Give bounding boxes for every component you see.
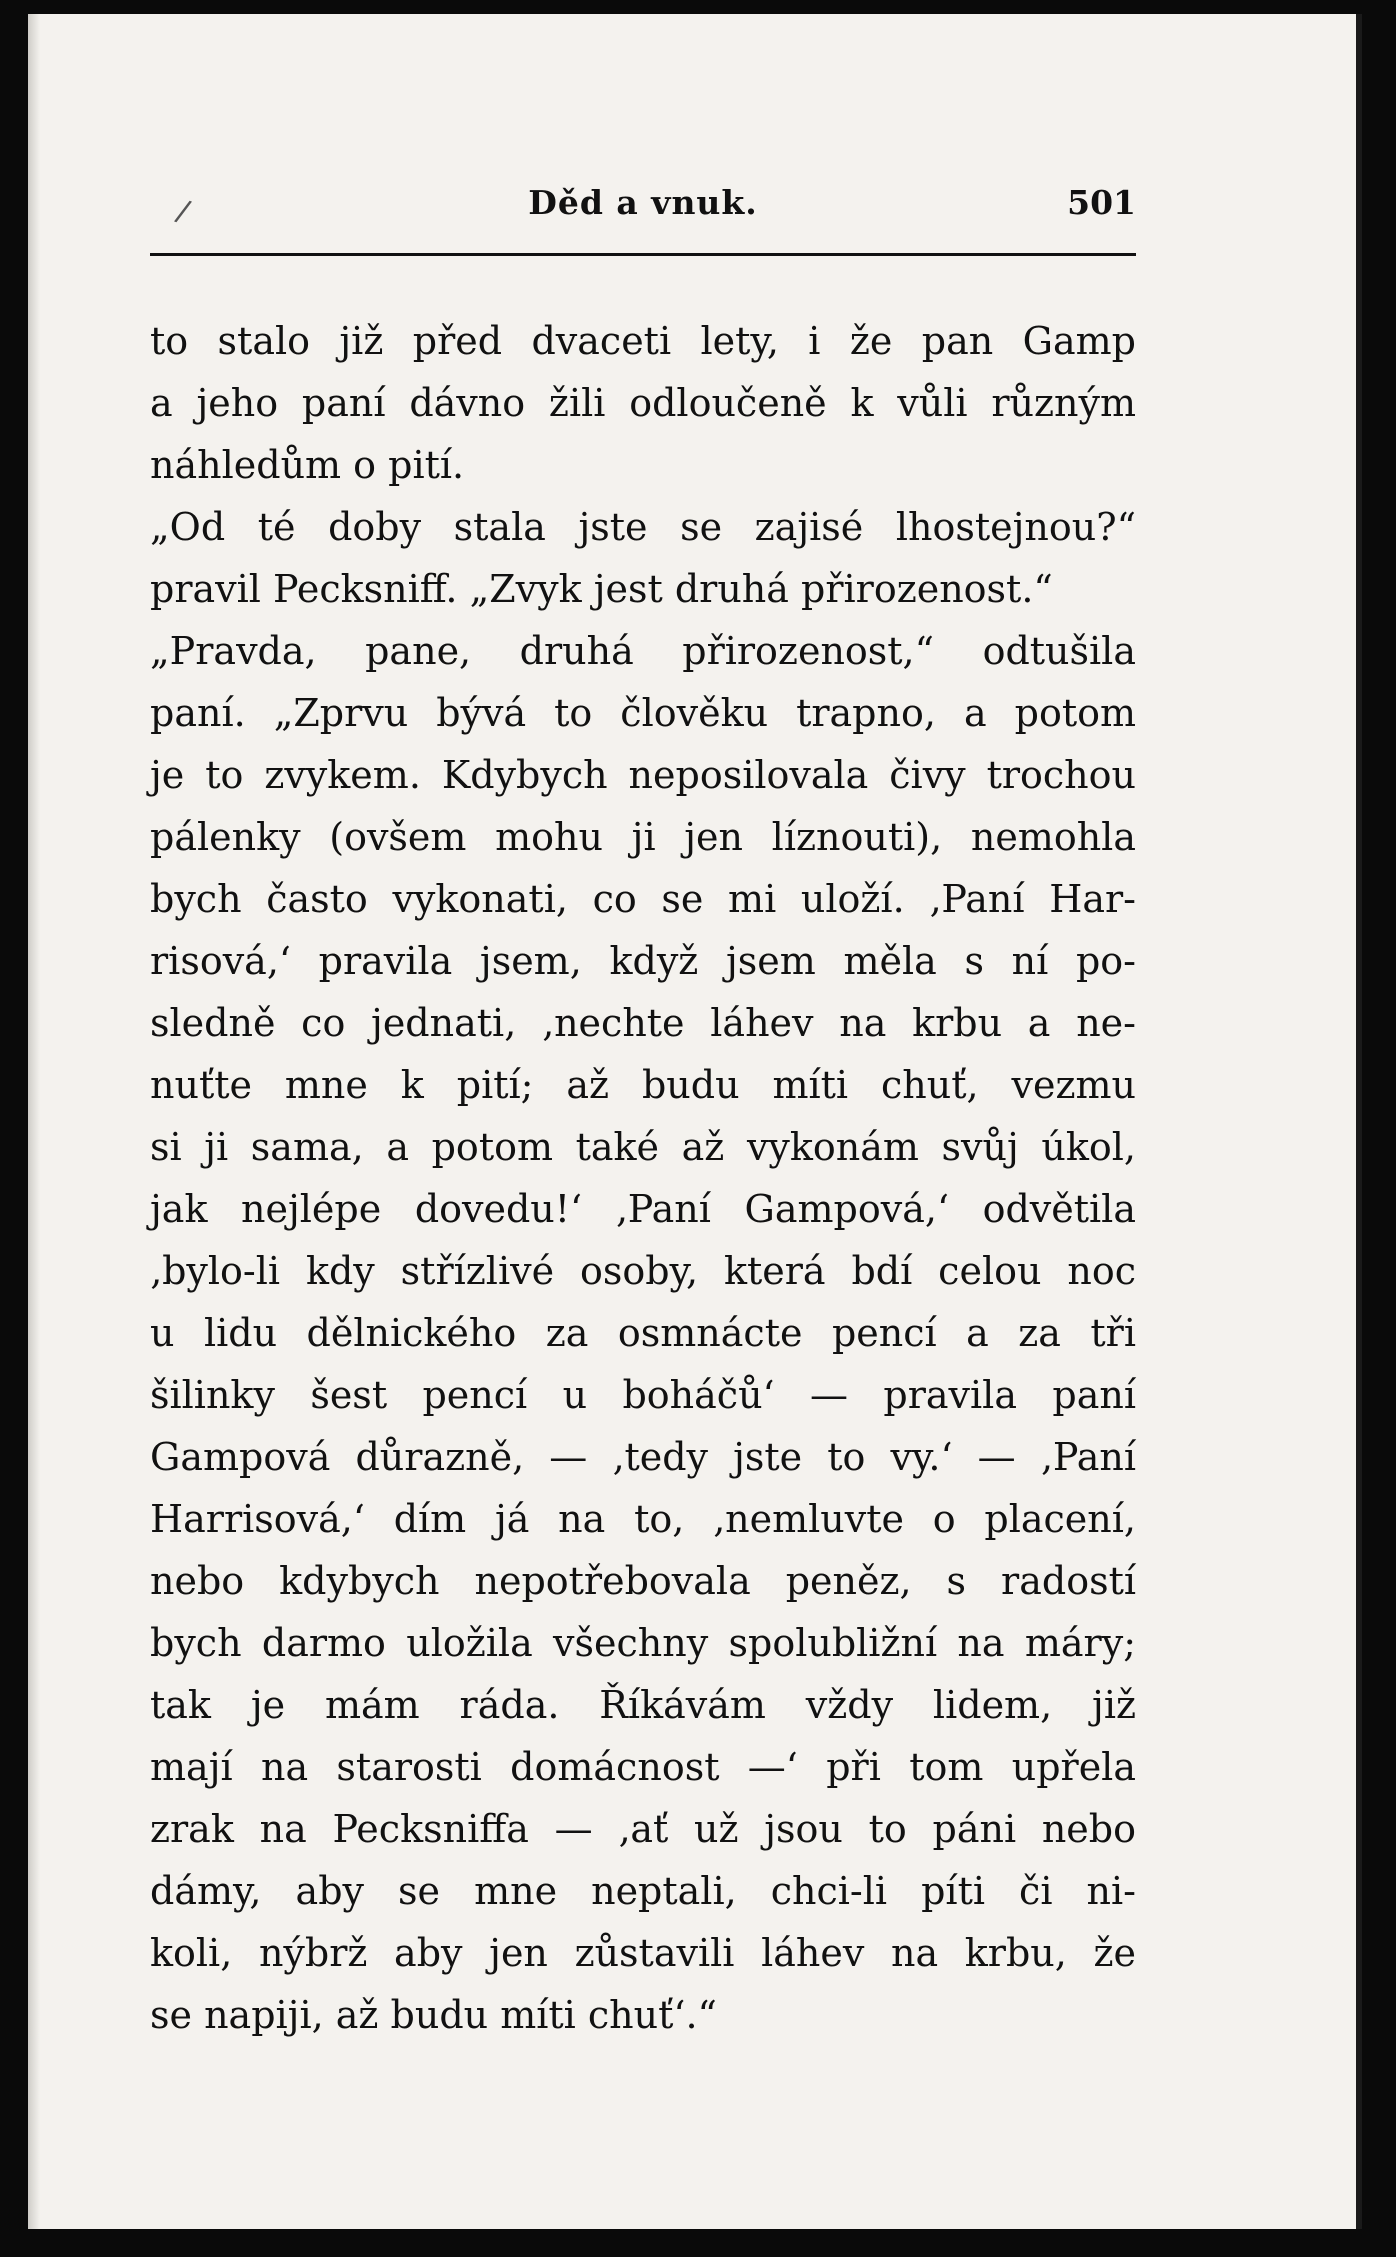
text-line: jak nejlépe dovedu!‘ ‚Paní Gampová,‘ odvětila bbox=[150, 1187, 1136, 1231]
text-line: Harrisová,‘ dím já na to, ‚nemluvte o placení, bbox=[150, 1497, 1136, 1541]
text-line: se napiji, až budu míti chuť‘.“ bbox=[150, 1993, 717, 2037]
text-line: bych darmo uložila všechny spolubližní na máry; bbox=[150, 1621, 1136, 1665]
text-line: „Od té doby stala jste se zajisé lhostejnou?“ bbox=[150, 505, 1136, 549]
text-line: koli, nýbrž aby jen zůstavili láhev na krbu, že bbox=[150, 1931, 1136, 1975]
text-line: nuťte mne k pití; až budu míti chuť, vezmu bbox=[150, 1063, 1136, 1107]
page-number: 501 bbox=[1067, 183, 1136, 222]
chapter-title: Děd a vnuk. bbox=[528, 183, 758, 222]
page-edge-shadow bbox=[28, 14, 40, 2229]
text-line: pálenky (ovšem mohu ji jen líznouti), nemohla bbox=[150, 815, 1136, 859]
text-line: je to zvykem. Kdybych neposilovala čivy trochou bbox=[150, 753, 1136, 797]
text-line: mají na starosti domácnost —‘ při tom upřela bbox=[150, 1745, 1136, 1789]
text-line: ‚bylo-li kdy střízlivé osoby, která bdí celou noc bbox=[150, 1249, 1136, 1293]
text-line: a jeho paní dávno žili odloučeně k vůli různým bbox=[150, 381, 1136, 425]
text-line: „Pravda, pane, druhá přirozenost,“ odtušila bbox=[150, 629, 1136, 673]
text-line: bych často vykonati, co se mi uloží. ‚Paní Har- bbox=[150, 877, 1136, 921]
text-line: dámy, aby se mne neptali, chci-li píti či ni- bbox=[150, 1869, 1136, 1913]
text-line: sledně co jednati, ‚nechte láhev na krbu a ne- bbox=[150, 1001, 1136, 1045]
text-line: si ji sama, a potom také až vykonám svůj úkol, bbox=[150, 1125, 1136, 1169]
text-line: pravil Pecksniff. „Zvyk jest druhá přirozenost.“ bbox=[150, 567, 1053, 611]
header-rule bbox=[150, 253, 1136, 256]
text-line: u lidu dělnického za osmnácte pencí a za tři bbox=[150, 1311, 1136, 1355]
text-line: Gampová důrazně, — ‚tedy jste to vy.‘ — ‚Paní bbox=[150, 1435, 1136, 1479]
text-line: paní. „Zprvu bývá to člověku trapno, a potom bbox=[150, 691, 1136, 735]
text-line: šilinky šest pencí u boháčů‘ — pravila paní bbox=[150, 1373, 1136, 1417]
text-line: náhledům o pití. bbox=[150, 443, 465, 487]
text-line: zrak na Pecksniffa — ‚ať už jsou to páni nebo bbox=[150, 1807, 1136, 1851]
text-line: tak je mám ráda. Říkávám vždy lidem, již bbox=[150, 1683, 1136, 1727]
running-header bbox=[150, 183, 1136, 233]
text-line: risová,‘ pravila jsem, když jsem měla s ní po- bbox=[150, 939, 1136, 983]
body-text bbox=[150, 310, 1136, 2046]
text-line: to stalo již před dvaceti lety, i že pan Gamp bbox=[150, 319, 1136, 363]
text-line: nebo kdybych nepotřebovala peněz, s radostí bbox=[150, 1559, 1136, 1603]
scan-speck: / bbox=[172, 193, 194, 230]
